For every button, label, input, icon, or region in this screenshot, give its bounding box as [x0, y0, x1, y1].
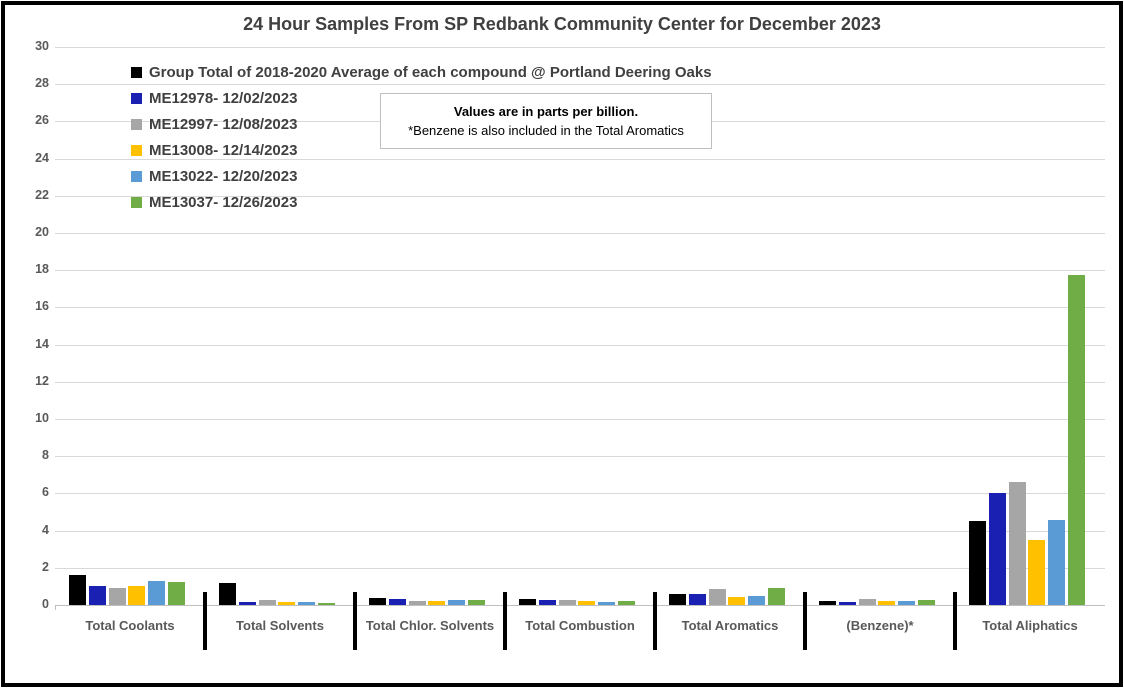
bar-benzene-s5	[898, 601, 915, 605]
bar-total-aromatics-s3	[709, 589, 726, 605]
bar-total-combustion-s3	[559, 600, 576, 605]
x-category-label-4: Total Combustion	[525, 618, 635, 633]
y-tick-label-20: 20	[35, 225, 49, 239]
y-tick-label-18: 18	[35, 262, 49, 277]
y-tick-label-14: 14	[35, 336, 49, 351]
gridline-y-2	[55, 568, 1105, 569]
legend-label: ME12978- 12/02/2023	[149, 89, 298, 107]
note-line-2: *Benzene is also included in the Total Aromatics	[408, 123, 684, 138]
bar-total-solvents-s3	[259, 600, 276, 605]
bar-total-solvents-s1	[219, 583, 236, 605]
bar-total-coolants-s3	[109, 588, 126, 605]
gridline-y-6	[55, 493, 1105, 494]
bar-total-aromatics-s5	[748, 596, 765, 605]
x-category-label-2: Total Solvents	[236, 618, 324, 633]
bar-benzene-s6	[918, 600, 935, 605]
gridline-y-14	[55, 345, 1105, 346]
bar-total-coolants-s1	[69, 575, 86, 605]
legend-swatch-icon	[131, 171, 142, 182]
legend-swatch-icon	[131, 119, 142, 130]
gridline-y-20	[55, 233, 1105, 234]
bar-total-chlor-solvents-s5	[448, 600, 465, 605]
axis-corner-tick	[55, 605, 56, 610]
x-category-label-3: Total Chlor. Solvents	[365, 618, 495, 633]
bar-total-aliphatics-s6	[1068, 275, 1085, 605]
legend-item-1	[131, 59, 712, 85]
x-category-label-5: Total Aromatics	[681, 618, 779, 633]
y-tick-label-10: 10	[35, 411, 49, 425]
legend-swatch-icon	[131, 197, 142, 208]
bar-total-coolants-s5	[148, 581, 165, 605]
x-category-label-6: (Benzene)*	[846, 618, 914, 633]
gridline-y-4	[55, 531, 1105, 532]
y-tick-label-30: 30	[35, 39, 49, 53]
bar-total-aliphatics-s1	[969, 521, 986, 605]
legend-swatch-icon	[131, 145, 142, 156]
legend-swatch-icon	[131, 93, 142, 104]
gridline-y-12	[55, 382, 1105, 383]
gridline-y-30	[55, 47, 1105, 48]
bar-total-solvents-s2	[239, 602, 256, 605]
y-tick-label-2: 2	[42, 559, 49, 574]
bar-benzene-s1	[819, 601, 836, 605]
bar-total-combustion-s2	[539, 600, 556, 605]
bar-total-coolants-s2	[89, 586, 106, 605]
bar-total-aromatics-s4	[728, 597, 745, 605]
bar-total-combustion-s6	[618, 601, 635, 605]
y-tick-label-4: 4	[42, 522, 49, 537]
category-separator-6	[953, 592, 957, 650]
category-separator-5	[803, 592, 807, 650]
bar-total-aromatics-s6	[768, 588, 785, 605]
legend-label: ME13022- 12/20/2023	[149, 167, 298, 185]
bar-benzene-s2	[839, 602, 856, 605]
bar-total-combustion-s5	[598, 602, 615, 605]
bar-total-chlor-solvents-s6	[468, 600, 485, 605]
bar-total-aliphatics-s3	[1009, 482, 1026, 605]
legend-item-5	[131, 163, 712, 189]
bar-total-chlor-solvents-s2	[389, 599, 406, 605]
note-line-1: Values are in parts per billion.	[453, 104, 639, 119]
category-separator-3	[503, 592, 507, 650]
gridline-y-16	[55, 307, 1105, 308]
bar-total-aromatics-s1	[669, 594, 686, 605]
bar-benzene-s4	[878, 601, 895, 605]
x-axis-line	[55, 605, 1105, 606]
bar-total-chlor-solvents-s1	[369, 598, 386, 605]
bar-total-chlor-solvents-s3	[409, 601, 426, 605]
y-tick-label-6: 6	[42, 485, 49, 500]
y-tick-label-22: 22	[35, 187, 49, 202]
y-tick-label-28: 28	[35, 76, 49, 91]
bar-total-coolants-s4	[128, 586, 145, 605]
legend-item-6	[131, 189, 712, 215]
bar-total-solvents-s5	[298, 602, 315, 605]
y-tick-label-8: 8	[42, 448, 49, 463]
gridline-y-8	[55, 456, 1105, 457]
legend-label: ME12997- 12/08/2023	[149, 115, 298, 133]
x-category-label-1: Total Coolants	[85, 618, 175, 633]
bar-total-aliphatics-s4	[1028, 540, 1045, 605]
legend-label: ME13037- 12/26/2023	[149, 193, 298, 211]
chart-frame	[1, 1, 1123, 687]
bar-total-aliphatics-s2	[989, 493, 1006, 605]
y-tick-label-16: 16	[35, 299, 49, 314]
gridline-y-18	[55, 270, 1105, 271]
x-category-label-7: Total Aliphatics	[982, 618, 1078, 633]
bar-total-aromatics-s2	[689, 594, 706, 605]
bar-total-combustion-s4	[578, 601, 595, 605]
legend-label: Group Total of 2018-2020 Average of each compound @ Portland Deering Oaks	[149, 63, 712, 81]
bar-total-combustion-s1	[519, 599, 536, 605]
legend-label: ME13008- 12/14/2023	[149, 141, 298, 159]
y-tick-label-12: 12	[35, 373, 49, 388]
category-separator-1	[203, 592, 207, 650]
gridline-y-10	[55, 419, 1105, 420]
bar-total-aliphatics-s5	[1048, 520, 1065, 605]
note-box	[380, 93, 712, 149]
bar-benzene-s3	[859, 599, 876, 605]
legend-swatch-icon	[131, 67, 142, 78]
bar-total-chlor-solvents-s4	[428, 601, 445, 605]
category-separator-2	[353, 592, 357, 650]
bar-total-coolants-s6	[168, 582, 185, 605]
bar-total-solvents-s4	[278, 602, 295, 605]
y-tick-label-26: 26	[35, 113, 49, 128]
category-separator-4	[653, 592, 657, 650]
y-tick-label-0: 0	[42, 597, 49, 611]
bar-total-solvents-s6	[318, 603, 335, 605]
y-tick-label-24: 24	[35, 150, 49, 165]
chart-title: 24 Hour Samples From SP Redbank Community Center for December 2023	[243, 14, 881, 34]
